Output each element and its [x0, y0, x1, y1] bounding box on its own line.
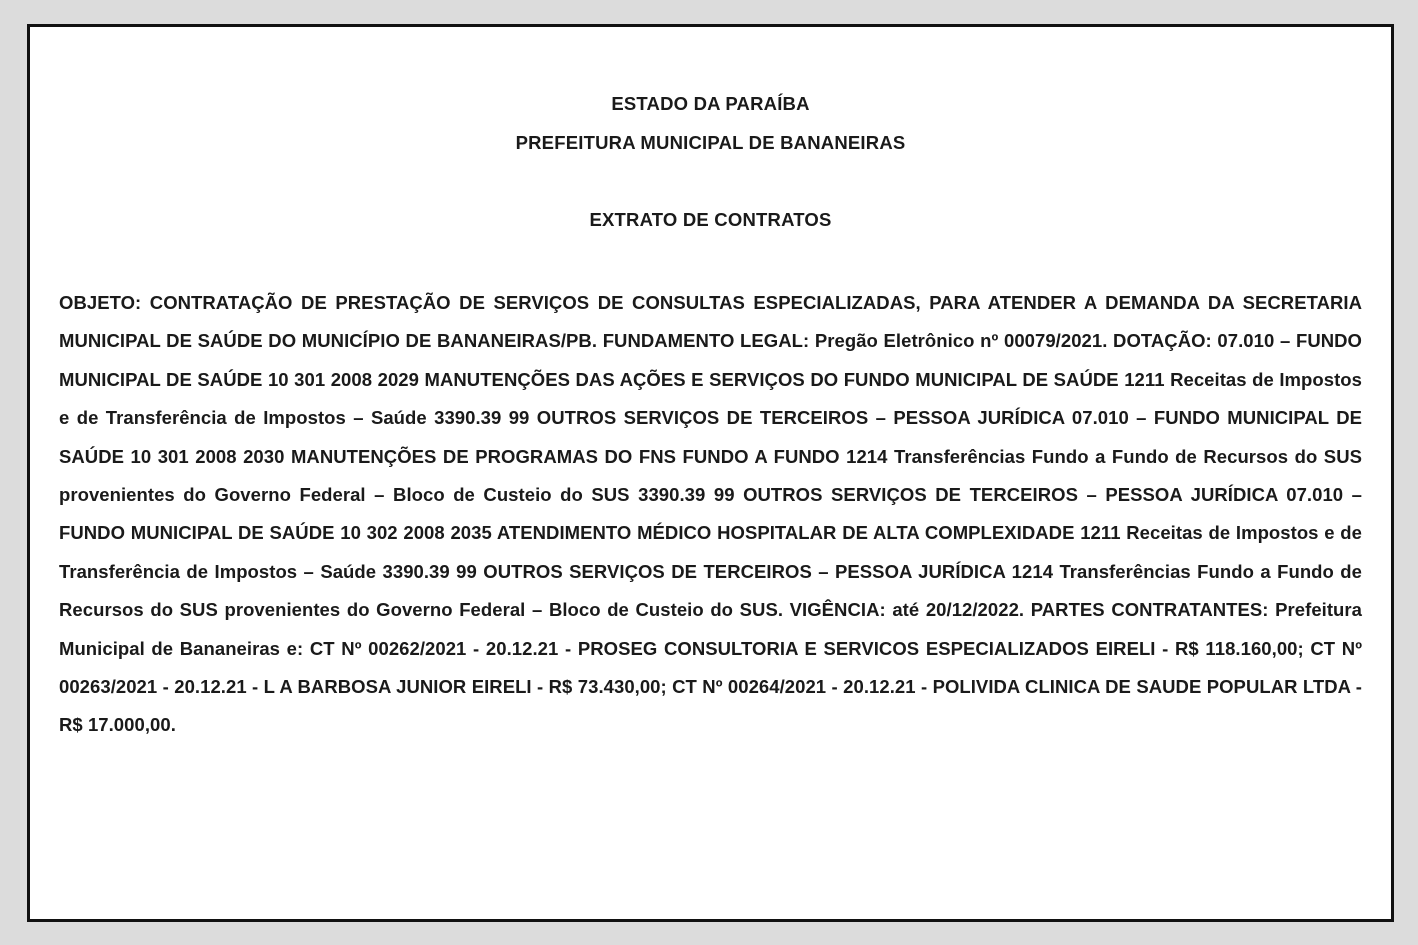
prefecture-heading: PREFEITURA MUNICIPAL DE BANANEIRAS	[515, 132, 906, 153]
contract-extract-body: OBJETO: CONTRATAÇÃO DE PRESTAÇÃO DE SERVIÇOS DE CONSULTAS ESPECIALIZADAS, PARA ATENDER A DEMANDA DA SECRETARIA MUNICIPAL DE SAÚDE DO MUNICÍPIO DE BANANEIRAS/PB. FUNDAMENTO LEGAL: Pregão Eletrônico nº 00079/2021. DOTAÇÃO: 07.010 – FUNDO MUNICIPAL DE SAÚDE 10 301 2008 2029 MANUTENÇÕES DAS AÇÕES E SERVIÇOS DO FUNDO MUNICIPAL DE SAÚDE 1211 Receitas de Impostos e de Transferência de Impostos – Saúde 3390.39 99 OUTROS SERVIÇOS DE TERCEIROS – PESSOA JURÍDICA 07.010 – FUNDO MUNICIPAL DE SAÚDE 10 301 2008 2030 MANUTENÇÕES DE PROGRAMAS DO FNS FUNDO A FUNDO 1214 Transferências Fundo a Fundo de Recursos do SUS provenientes do Governo Federal – Bloco de Custeio do SUS 3390.39 99 OUTROS SERVIÇOS DE TERCEIROS – PESSOA JURÍDICA 07.010 – FUNDO MUNICIPAL DE SAÚDE 10 302 2008 2035 ATENDIMENTO MÉDICO HOSPITALAR DE ALTA COMPLEXIDADE 1211 Receitas de Impostos e de Transferência de Impostos – Saúde 3390.39 99 OUTROS SERVIÇOS DE TERCEIROS – PESSOA JURÍDICA 1214 Transferências Fundo a Fundo de Recursos do SUS provenientes do Governo Federal – Bloco de Custeio do SUS. VIGÊNCIA: até 20/12/2022. PARTES CONTRATANTES: Prefeitura Municipal de Bananeiras e: CT Nº 00262/2021 - 20.12.21 - PROSEG CONSULTORIA E SERVICOS ESPECIALIZADOS EIRELI - R$ 118.160,00; CT Nº 00263/2021 - 20.12.21 - L A BARBOSA JUNIOR EIRELI - R$ 73.430,00; CT Nº 00264/2021 - 20.12.21 - POLIVIDA CLINICA DE SAUDE POPULAR LTDA - R$ 17.000,00.	[59, 292, 1362, 736]
state-heading: ESTADO DA PARAÍBA	[611, 93, 810, 114]
notice-frame	[27, 24, 1394, 922]
document-title: EXTRATO DE CONTRATOS	[589, 209, 832, 230]
